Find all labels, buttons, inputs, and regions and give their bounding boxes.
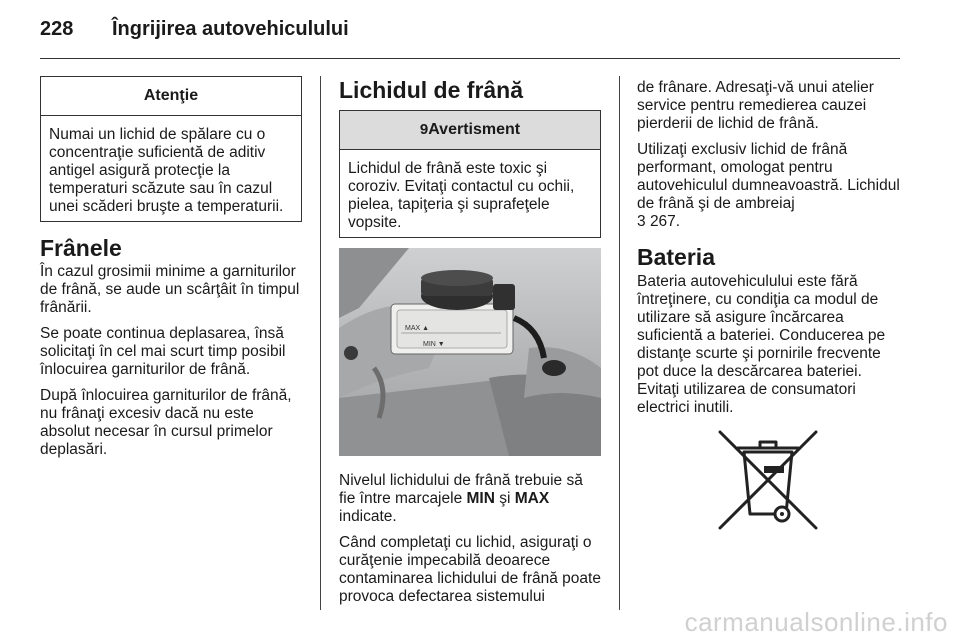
section-title-battery: Bateria: [637, 244, 715, 270]
brake-fluid-paragraph-2: Când completaţi cu lichid, asiguraţi o curăţenie impecabilă deoarece contaminarea lichidului de frână poate provoca defectarea sistemului: [339, 534, 601, 605]
brakes-paragraph-3: După înlocuirea garniturilor de frână, nu frânaţi excesiv dacă nu este absolut necesar în cursul primelor deplasări.: [40, 387, 292, 458]
engine-bay-illustration: [339, 248, 601, 456]
brakes-paragraph-2: Se poate continua deplasarea, însă solicitaţi în cel mai scurt timp posibil înlocuirea garniturilor de frână.: [40, 325, 286, 378]
caution-title: Atenţie: [41, 77, 301, 116]
column-2: [339, 76, 601, 614]
section-title-brakes: Frânele: [40, 235, 122, 261]
section-title-brake-fluid: Lichidul de frână: [339, 77, 524, 103]
battery-paragraph: Bateria autovehiculului este fără întreţinere, cu condiţia ca modul de utilizare să asigure încărcarea suficientă a bateriei. Conducerea pe distanţe scurte şi pornirile frecvente pot duce la descărcarea bateriei. Evitaţi utilizarea de consumatori electrici inutili.: [637, 273, 886, 416]
max-marking-label: MAX ▲: [405, 325, 430, 332]
column-1: [40, 76, 302, 467]
warning-header: [340, 111, 600, 150]
brake-fluid-reservoir-photo: [339, 248, 601, 456]
page-number: 228: [40, 18, 74, 40]
warning-icon: 9: [419, 121, 429, 138]
min-mark: MIN: [466, 490, 495, 507]
column-3: [637, 76, 902, 425]
column-divider-1: [320, 76, 321, 610]
brakes-paragraph-1: În cazul grosimii minime a garniturilor de frână, se aude un scârţâit în timpul frânării.: [40, 263, 300, 316]
column-divider-2: [619, 76, 620, 610]
caution-box: [40, 76, 302, 222]
page-reference: 267.: [649, 213, 681, 230]
warning-box: [339, 110, 601, 238]
brake-fluid-paragraph-1: Nivelul lichidului de frână trebuie să fie între marcajele MIN şi MAX indicate.: [339, 472, 583, 525]
caution-body: Numai un lichid de spălare cu o concentraţie suficientă de aditiv antigel asigură protecţie la temperaturi scăzute sau în cazul unei scăderi bruşte a temperaturii.: [49, 126, 284, 215]
page-header: [40, 18, 349, 44]
watermark: carmanualsonline.info: [684, 607, 948, 637]
page-reference-icon: 3: [637, 213, 646, 230]
brake-fluid-paragraph-3: de frânare. Adresaţi-vă unui atelier service pentru remedierea cauzei pierderii de lichid de frână.: [637, 79, 874, 132]
min-marking-label: MIN ▼: [423, 341, 445, 348]
page-title: Îngrijirea autovehiculului: [112, 18, 349, 40]
warning-title: Avertisment: [428, 121, 521, 138]
brake-fluid-paragraph-4: Utilizaţi exclusiv lichid de frână performant, omologat pentru autovehiculul dumneavoastră. Lichidul de frână şi de ambreiaj 3 267.: [637, 141, 900, 230]
warning-body: Lichidul de frână este toxic şi coroziv. Evitaţi contactul cu ochii, pielea, tapiţeria şi suprafeţele vopsite.: [348, 160, 575, 231]
crossed-out-bin-icon: [716, 428, 820, 532]
header-rule: [40, 58, 900, 59]
max-mark: MAX: [514, 490, 550, 507]
